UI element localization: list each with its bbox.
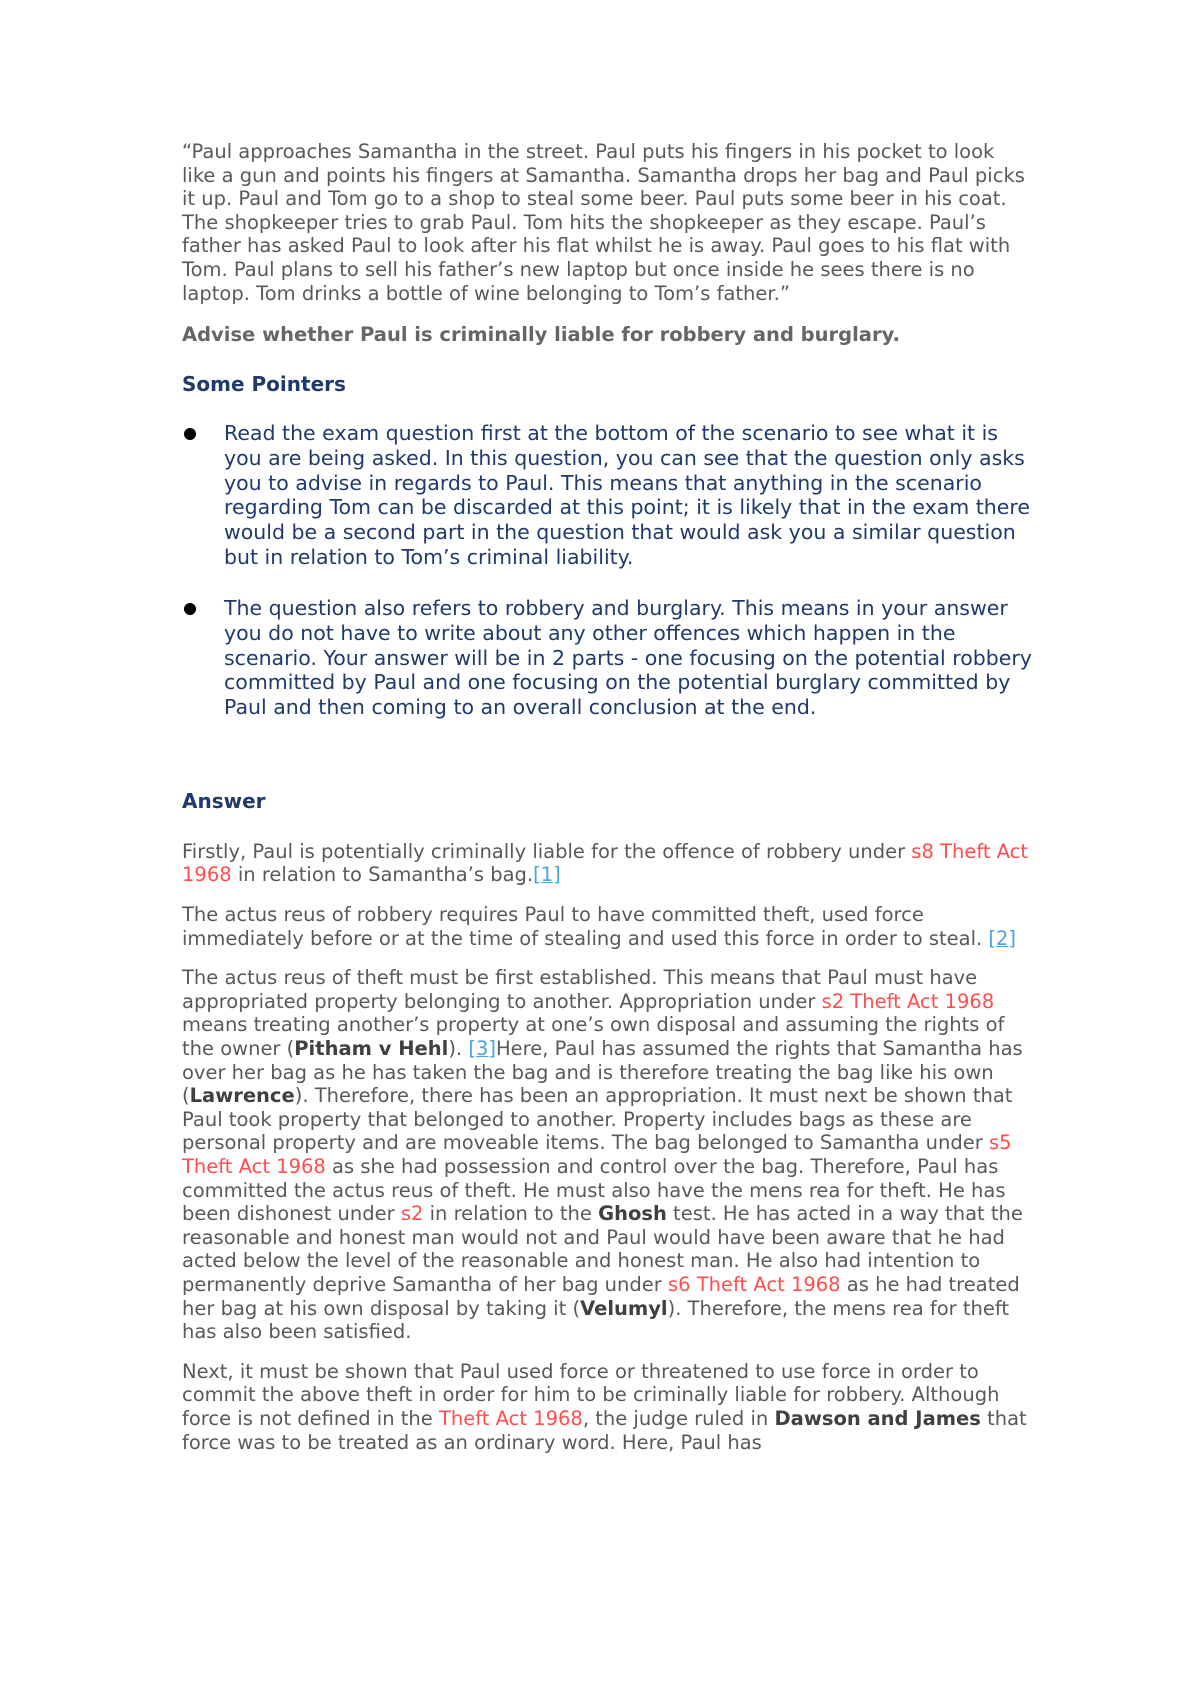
- text: Here, Paul has assumed the rights that Samantha has over her bag as he has taken the bag and is therefore treating the bag like his own (: [182, 1037, 1023, 1108]
- text: ). Therefore, there has been an appropriation. It must next be shown that Paul took property that belonged to another. Property includes bags as these are personal property and are moveable items. The bag belonged to Samantha under: [182, 1084, 1013, 1155]
- answer-paragraph-4: [182, 1360, 1032, 1454]
- scenario-text: “Paul approaches Samantha in the street. Paul puts his fingers in his pocket to look like a gun and points his fingers at Samantha. Samantha drops her bag and Paul picks it up. Paul and Tom go to a shop to steal some beer. Paul puts some beer in his coat. The shopkeeper tries to grab Paul. Tom hits the shopkeeper as they escape. Paul’s father has asked Paul to look after his flat whilst he is away. Paul goes to his flat with Tom. Paul plans to sell his father’s new laptop but once inside he sees there is no laptop. Tom drinks a bottle of wine belonging to Tom’s father.”: [182, 140, 1025, 305]
- case-name: Lawrence: [189, 1084, 295, 1108]
- document-page: [182, 140, 1032, 1470]
- text: ).: [448, 1037, 469, 1061]
- answer-heading: Answer: [182, 788, 266, 813]
- exam-question: Advise whether Paul is criminally liable for robbery and burglary.: [182, 323, 900, 347]
- answer-paragraph-3: [182, 966, 1032, 1344]
- text: test. He has acted in a way that the reasonable and honest man would not and Paul would have been aware that he had acted below the level of the reasonable and honest man. He also had intention to permanently deprive Samantha of her bag under: [182, 1202, 1023, 1296]
- pointers-list: [182, 421, 1032, 720]
- case-name: Velumyl: [580, 1296, 668, 1320]
- statute-ref: s5 Theft Act 1968: [182, 1131, 1012, 1179]
- case-name: Pitham v Hehl: [294, 1037, 449, 1061]
- statute-ref: Theft Act 1968: [438, 1406, 583, 1430]
- text: that force was to be treated as an ordinary word. Here, Paul has: [182, 1406, 1027, 1454]
- pointer-text: The question also refers to robbery and burglary. This means in your answer you do not have to write about any other offences which happen in the scenario. Your answer will be in 2 parts - one focusing on the potential robbery committed by Paul and one focusing on the potential burglary committed by Paul and then coming to an overall conclusion at the end.: [224, 596, 1032, 720]
- bullet-icon: [184, 428, 196, 440]
- footnote-link-1[interactable]: [1]: [533, 863, 561, 887]
- footnote-link-2[interactable]: [2]: [988, 926, 1017, 950]
- text: as she had possession and control over the bag. Therefore, Paul has committed the actus reus of theft. He must also have the mens rea for theft. He has been dishonest under: [182, 1155, 1006, 1226]
- pointer-text: Read the exam question first at the bottom of the scenario to see what it is you are being asked. In this question, you can see that the question only asks you to advise in regards to Paul. This means that anything in the scenario regarding Tom can be discarded at this point; it is likely that in the exam there would be a second part in the question that would ask you a similar question but in relation to Tom’s criminal liability.: [224, 421, 1031, 569]
- text: in relation to the: [423, 1202, 599, 1226]
- list-item: [182, 596, 1032, 720]
- answer-body: [182, 840, 1032, 1454]
- case-name: Ghosh: [598, 1202, 667, 1226]
- text: Next, it must be shown that Paul used force or threatened to use force in order to commit the above theft in order for him to be criminally liable for robbery. Although force is not defined in the: [182, 1359, 1000, 1430]
- text: in relation to Samantha’s bag.: [231, 863, 534, 887]
- text: Firstly, Paul is potentially criminally liable for the offence of robbery under: [182, 839, 912, 863]
- statute-ref: s6 Theft Act 1968: [668, 1272, 841, 1296]
- text: as he had treated her bag at his own disposal by taking it (: [182, 1272, 1020, 1320]
- statute-ref: s2: [400, 1202, 424, 1226]
- statute-ref: s2 Theft Act 1968: [821, 989, 995, 1013]
- text: The actus reus of theft must be first established. This means that Paul must have appropriated property belonging to another. Appropriation under: [182, 966, 978, 1013]
- text: ). Therefore, the mens rea for theft has also been satisfied.: [182, 1296, 1010, 1344]
- text: means treating another’s property at one’s own disposal and assuming the rights of the owner (: [182, 1013, 1005, 1061]
- footnote-link-3[interactable]: [3]: [468, 1037, 496, 1061]
- list-item: [182, 421, 1032, 569]
- text: , the judge ruled in: [582, 1406, 775, 1430]
- bullet-icon: [184, 603, 196, 615]
- case-name: Dawson and James: [774, 1406, 981, 1430]
- answer-paragraph-1: [182, 840, 1032, 887]
- answer-paragraph-2: [182, 903, 1032, 950]
- statute-ref: s8 Theft Act 1968: [182, 839, 1029, 887]
- pointers-heading: Some Pointers: [182, 372, 346, 397]
- text: The actus reus of robbery requires Paul to have committed theft, used force immediately before or at the time of stealing and used this force in order to steal.: [182, 903, 983, 950]
